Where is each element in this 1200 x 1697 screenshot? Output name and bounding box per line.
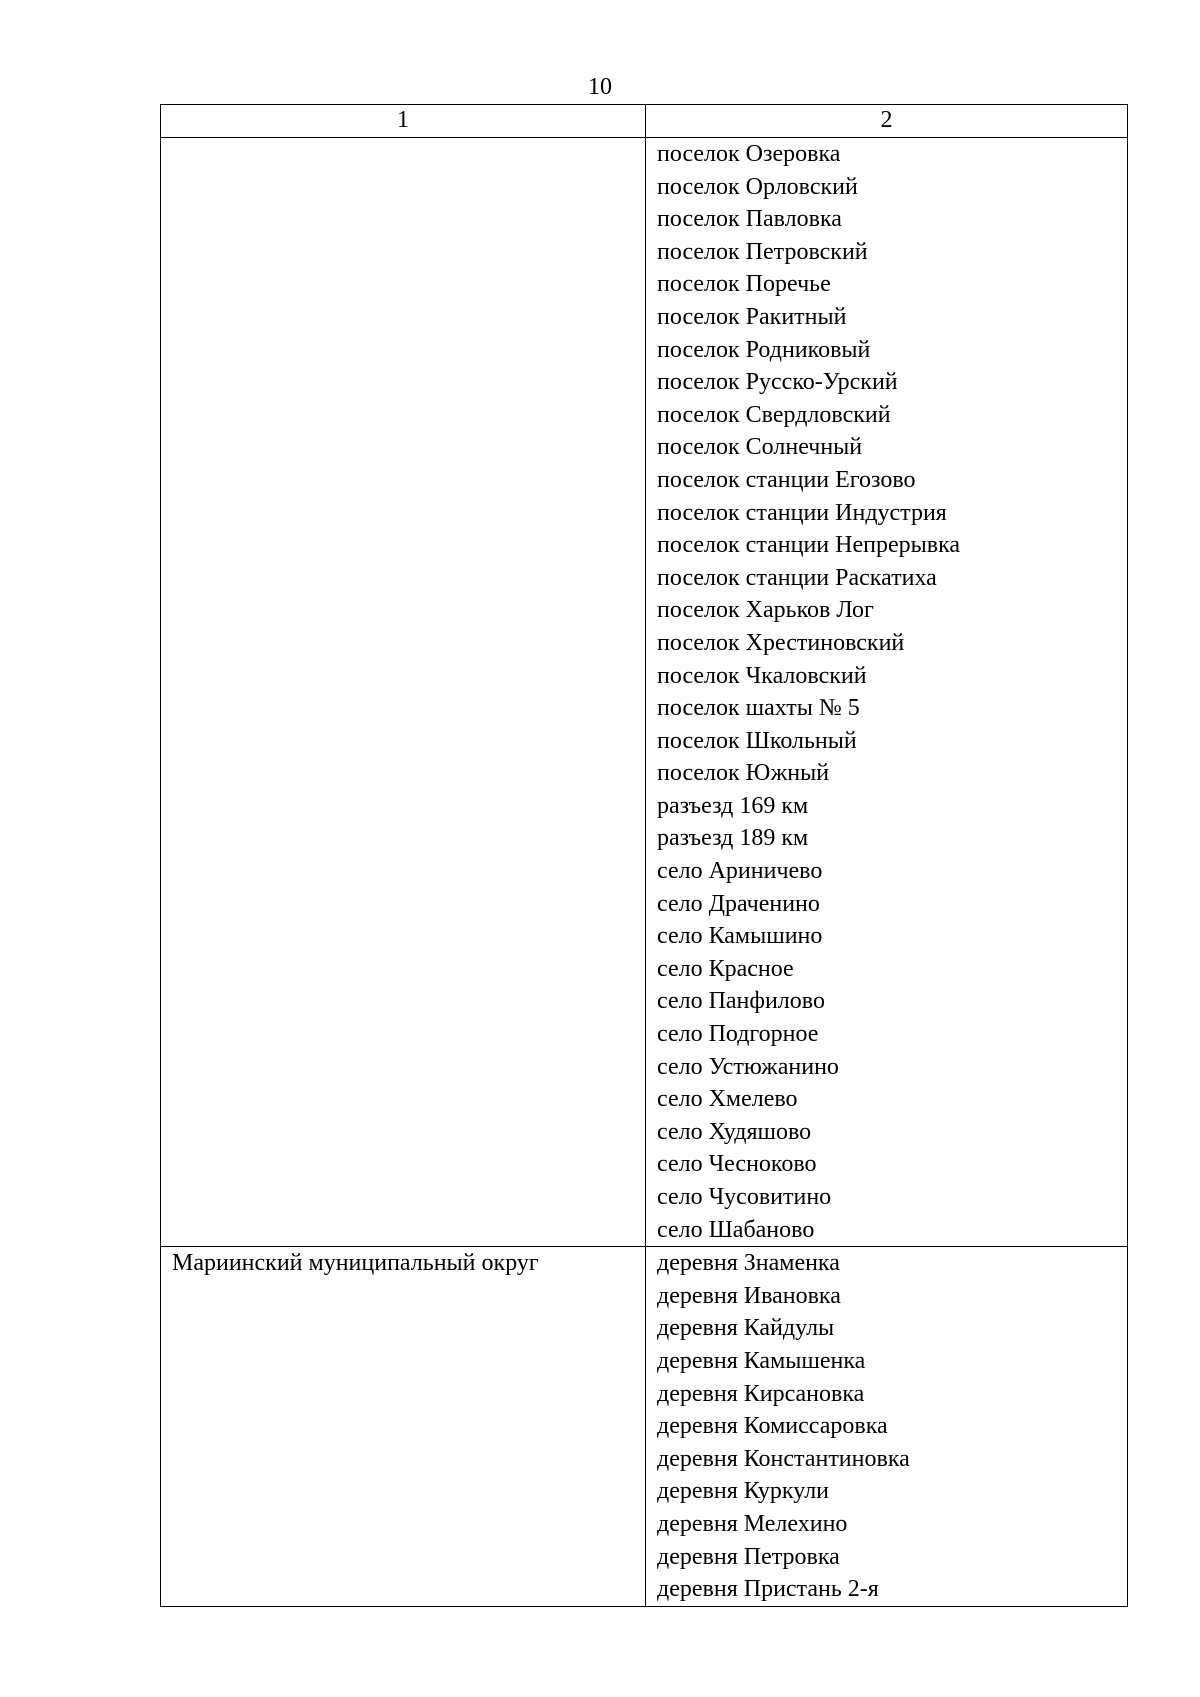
settlement-item: село Ариничево (657, 858, 823, 885)
column-header-2: 2 (646, 105, 1128, 138)
settlements-table (160, 104, 1128, 1607)
column-header-1: 1 (161, 105, 646, 138)
settlement-item: поселок Школьный (657, 727, 857, 754)
settlement-item: деревня Кирсановка (657, 1380, 865, 1407)
settlement-item: поселок станции Раскатиха (657, 564, 937, 591)
district-cell (161, 138, 646, 1247)
settlement-item: поселок Родниковый (657, 336, 871, 363)
settlement-item: поселок Южный (657, 760, 830, 787)
settlement-item: деревня Петровка (657, 1543, 840, 1570)
table-row (161, 138, 1128, 1247)
settlement-item: деревня Ивановка (657, 1282, 841, 1309)
district-name: Мариинский муниципальный округ (172, 1250, 539, 1277)
settlement-item: поселок Харьков Лог (657, 597, 874, 624)
settlement-item: село Устюжанино (657, 1053, 839, 1080)
district-cell (161, 1247, 646, 1607)
settlement-list (646, 1247, 1127, 1606)
settlement-item: село Панфилово (657, 988, 825, 1015)
settlement-item: село Красное (657, 955, 794, 982)
settlements-cell (646, 1247, 1128, 1607)
settlement-item: поселок станции Егозово (657, 466, 916, 493)
settlements-cell (646, 138, 1128, 1247)
settlement-item: село Чусовитино (657, 1184, 832, 1210)
settlement-item: поселок станции Индустрия (657, 499, 947, 526)
settlement-item: поселок Петровский (657, 238, 868, 265)
table-header-row (161, 105, 1128, 138)
settlement-item: поселок Русско-Урский (657, 369, 898, 396)
settlement-item: деревня Комиссаровка (657, 1413, 888, 1440)
settlement-item: поселок Свердловский (657, 401, 891, 428)
settlement-item: село Хмелево (657, 1086, 798, 1113)
settlement-list (646, 138, 1127, 1246)
settlement-item: поселок Ракитный (657, 303, 847, 330)
district-name (172, 138, 645, 171)
settlement-item: деревня Пристань 2-я (657, 1576, 879, 1603)
table-row (161, 1247, 1128, 1607)
settlement-item: поселок шахты № 5 (657, 695, 860, 722)
settlement-item: село Драченино (657, 890, 820, 917)
settlement-item: село Камышино (657, 923, 823, 950)
settlement-item: поселок станции Непрерывка (657, 532, 961, 559)
settlement-item: разъезд 189 км (657, 825, 809, 852)
settlement-item: поселок Поречье (657, 271, 831, 298)
page-number: 10 (588, 74, 612, 100)
settlement-item: деревня Знаменка (657, 1250, 840, 1277)
settlement-item: деревня Константиновка (657, 1445, 910, 1472)
settlement-item: поселок Павловка (657, 206, 842, 233)
settlement-item: поселок Хрестиновский (657, 629, 905, 656)
settlement-item: деревня Камышенка (657, 1347, 866, 1374)
table-body (161, 138, 1128, 1607)
settlement-item: село Шабаново (657, 1216, 815, 1243)
settlement-item: поселок Чкаловский (657, 662, 867, 689)
settlement-item: деревня Кайдулы (657, 1315, 835, 1342)
settlement-item: село Худяшово (657, 1118, 812, 1145)
settlement-item: деревня Мелехино (657, 1510, 848, 1537)
settlement-item: село Чесноково (657, 1151, 817, 1178)
settlement-item: деревня Куркули (657, 1478, 830, 1505)
settlement-item: поселок Солнечный (657, 434, 863, 461)
settlement-item: село Подгорное (657, 1021, 819, 1048)
settlement-item: разъезд 169 км (657, 792, 809, 819)
settlement-item: поселок Орловский (657, 173, 858, 200)
settlement-item: поселок Озеровка (657, 141, 841, 167)
